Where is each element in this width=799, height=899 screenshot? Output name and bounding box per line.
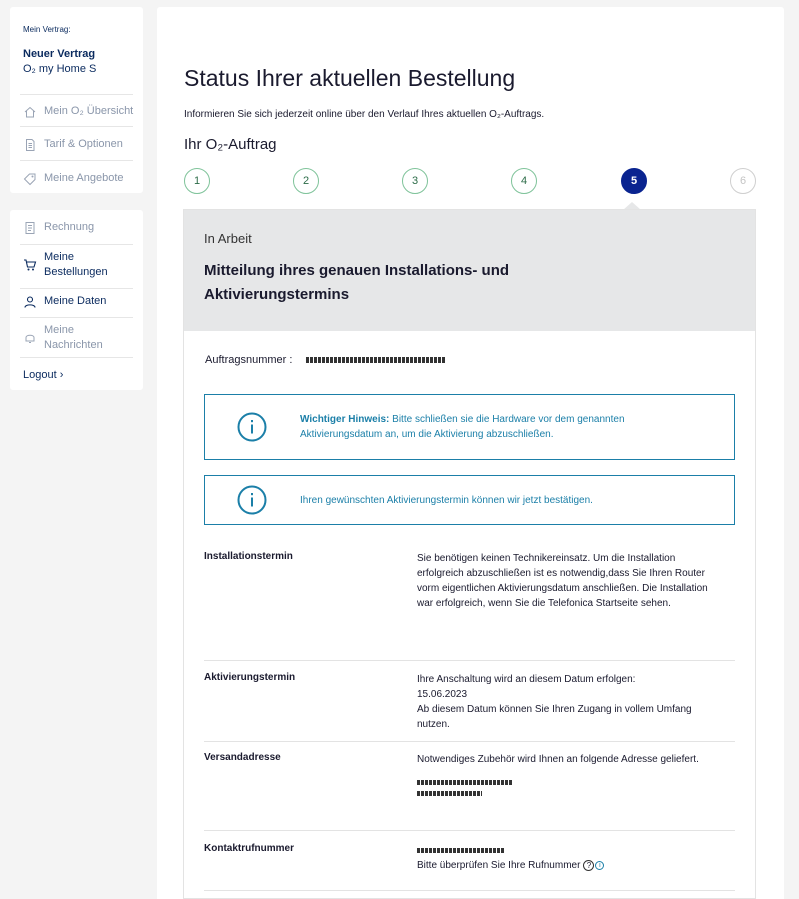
sidebar-item-orders[interactable] (23, 250, 114, 280)
activation-date: 15.06.2023 (417, 689, 468, 700)
sidebar-item-label: Mein O₂ Übersicht (44, 105, 134, 117)
step-5[interactable]: 5 (621, 168, 647, 194)
order-heading: Ihr O₂-Auftrag (184, 136, 277, 153)
sidebar-item-label: Tarif & Optionen (44, 138, 123, 150)
status-header (184, 210, 755, 331)
step-2[interactable]: 2 (293, 168, 319, 194)
shipping-text: Notwendiges Zubehör wird Ihnen an folgende Adresse geliefert. (417, 754, 699, 765)
sidebar-item-invoice[interactable] (23, 220, 94, 235)
contract-name: Neuer Vertrag (23, 48, 96, 60)
order-stepper (184, 168, 756, 195)
step-3[interactable]: 3 (402, 168, 428, 194)
step-6: 6 (730, 168, 756, 194)
sidebar-item-label: Meine Daten (44, 295, 107, 307)
home-icon (23, 105, 37, 119)
user-icon (23, 295, 37, 309)
order-number-label: Auftragsnummer : (205, 354, 293, 366)
step-1[interactable]: 1 (184, 168, 210, 194)
row-value: Sie benötigen keinen Technikereinsatz. Um die Installation erfolgreich abzuschließen ist es notwendig,dass Sie Ihren Router vorm eigentlichen Aktivierungsdatum anschließen. Die Installation war erfolgreich, wenn Sie die Telefonica Startseite sehen. (417, 553, 708, 609)
sidebar-item-overview[interactable] (23, 104, 133, 119)
row-key: Installationstermin (204, 551, 293, 562)
row-key: Kontaktrufnummer (204, 843, 295, 854)
phone-redacted (417, 848, 505, 853)
tag-icon (23, 172, 37, 186)
row-value (417, 843, 717, 873)
contact-text: Bitte überprüfen Sie Ihre Rufnummer (417, 860, 581, 871)
question-icon[interactable]: ? (583, 860, 594, 871)
logout-label: Logout (23, 369, 57, 381)
bell-icon (23, 331, 37, 345)
status-badge: In Arbeit (204, 231, 252, 246)
page-title: Status Ihrer aktuellen Bestellung (184, 65, 516, 91)
activation-text: Ihre Anschaltung wird an diesem Datum erfolgen: (417, 674, 636, 685)
row-key: Versandadresse (204, 752, 281, 763)
row-key: Aktivierungstermin (204, 672, 296, 683)
main-content (157, 7, 784, 899)
notice-text: Ihren gewünschten Aktivierungstermin können wir jetzt bestätigen. (300, 494, 593, 506)
cart-icon (23, 258, 37, 272)
document-icon (23, 138, 37, 152)
row-value (417, 752, 717, 795)
sidebar-item-label: Meine Bestellungen (44, 251, 108, 278)
sidebar-item-messages[interactable] (23, 323, 114, 353)
sidebar-item-my-data[interactable] (23, 294, 106, 309)
address-redacted (417, 775, 717, 784)
activation-note: Ab diesem Datum können Sie Ihren Zugang in vollem Umfang nutzen. (417, 704, 692, 730)
info-icon (237, 485, 267, 515)
account-nav-card (10, 210, 143, 390)
important-notice (204, 394, 735, 460)
contract-tariff: O₂ my Home S (23, 63, 97, 75)
order-status-panel (183, 209, 756, 899)
row-value (417, 672, 717, 732)
notice-text: Bitte schließen sie die Hardware vor dem genannten Aktivierungsdatum an, um die Aktivierung abzuschließen. (300, 414, 625, 440)
invoice-icon (23, 221, 37, 235)
sidebar-item-label: Meine Angebote (44, 172, 124, 184)
city-redacted (417, 786, 717, 795)
contract-label: Mein Vertrag: (23, 25, 71, 34)
notice-strong: Wichtiger Hinweis: (300, 414, 390, 425)
order-number-value (306, 354, 446, 366)
sidebar-item-tariff[interactable] (23, 137, 123, 152)
page-intro: Informieren Sie sich jederzeit online über den Verlauf Ihres aktuellen O₂-Auftrags. (184, 109, 545, 120)
contract-card (10, 7, 143, 193)
sidebar-item-label: Rechnung (44, 221, 95, 233)
info-icon[interactable]: i (595, 861, 604, 870)
sidebar-item-label: Meine Nachrichten (44, 324, 103, 351)
info-icon (237, 412, 267, 442)
step-4[interactable]: 4 (511, 168, 537, 194)
milestone-title: Mitteilung ihres genauen Installations- und Aktivierungstermins (204, 262, 510, 303)
sidebar-item-offers[interactable] (23, 171, 124, 186)
chevron-right-icon: › (59, 369, 64, 381)
activation-notice (204, 475, 735, 525)
logout-link[interactable] (23, 369, 63, 381)
